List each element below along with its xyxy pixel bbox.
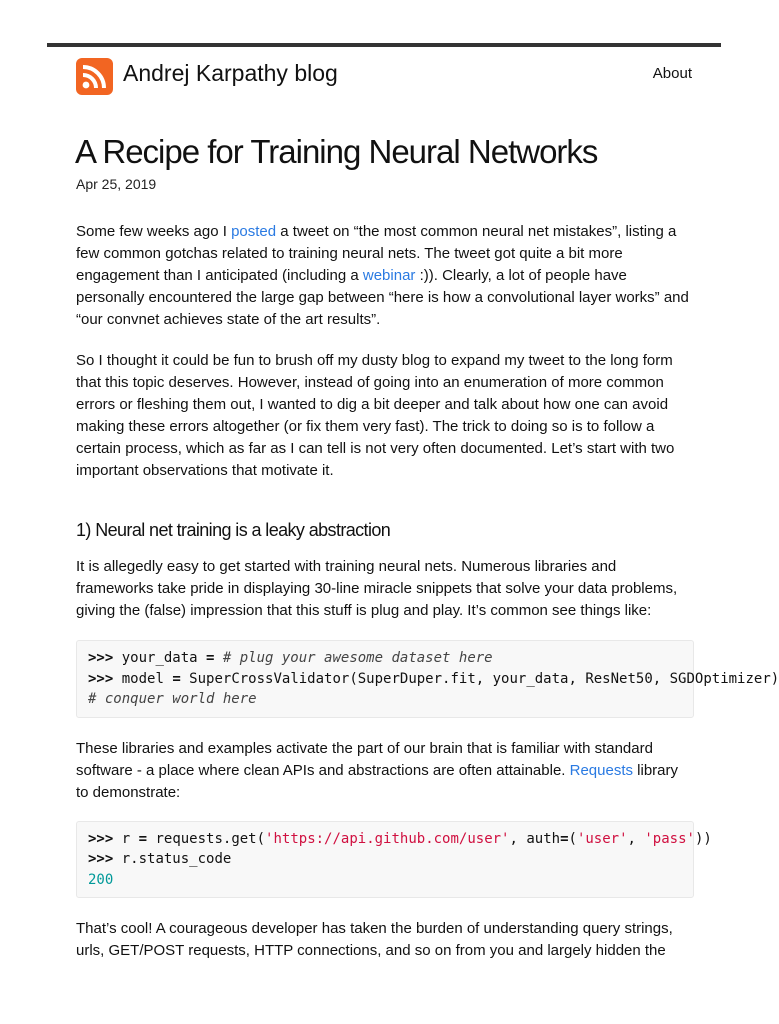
code-text: SuperCrossValidator(SuperDuper.fit, your_data, ResNet50, SGDOptimizer)	[180, 670, 779, 687]
site-title-link[interactable]: Andrej Karpathy blog	[123, 60, 338, 86]
code-prompt: >>>	[88, 670, 114, 687]
code-operator: =	[138, 830, 148, 847]
about-link[interactable]: About	[652, 65, 692, 82]
code-text: , auth	[509, 830, 561, 847]
post-date: Apr 25, 2019	[76, 176, 157, 192]
code-prompt: >>>	[88, 830, 114, 847]
webinar-link[interactable]: webinar	[362, 267, 416, 284]
code-text: ,	[627, 830, 645, 847]
code-text: ))	[694, 830, 712, 847]
code-string: 'user'	[576, 830, 628, 847]
code-prompt: >>>	[88, 851, 114, 867]
paragraph-text: library to demonstrate:	[76, 761, 679, 801]
posted-link[interactable]: posted	[231, 223, 277, 240]
code-block	[76, 821, 712, 899]
paragraph-text: Some few weeks ago I	[76, 223, 232, 240]
rss-icon[interactable]	[76, 58, 113, 95]
code-comment: # plug your awesome dataset here	[214, 650, 493, 666]
code-text: (	[568, 830, 577, 847]
code-text: requests.get(	[147, 830, 266, 847]
post-content	[76, 221, 779, 962]
code-text: r.status_code	[113, 851, 232, 867]
paragraph	[76, 221, 694, 331]
paragraph: That’s cool! A courageous developer has taken the burden of understanding query strings, urls, GET/POST requests, HTTP connections, and so on from you and largely hidden the	[76, 920, 673, 959]
section-heading: 1) Neural net training is a leaky abstraction	[76, 520, 391, 540]
code-string: 'pass'	[644, 830, 695, 847]
code-prompt: >>>	[88, 650, 114, 666]
paragraph-text: These libraries and examples activate the part of our brain that is familiar with standard software - a place where clean APIs and abstractions are often attainable.	[76, 739, 653, 779]
paragraph-text: :)). Clearly, a lot of people have personally encountered the large gap between “here is how a convolutional layer works” and “our convnet achieves state of the art results”.	[76, 267, 689, 328]
code-block	[76, 640, 779, 718]
paragraph: It is allegedly easy to get started with training neural nets. Numerous libraries and frameworks take pride in displaying 30-line miracle snippets that solve your data problems, giving the (false) impression that this stuff is plug and play. It’s common see things like:	[76, 558, 678, 619]
code-number: 200	[88, 871, 114, 888]
code-comment: # conquer world here	[88, 691, 257, 707]
paragraph-text: a tweet on “the most common neural net mistakes”, listing a few common gotchas related to training neural nets. The tweet got quite a bit more engagement than I anticipated (including a	[76, 223, 677, 284]
code-operator: =	[206, 650, 215, 666]
post-title: A Recipe for Training Neural Networks	[75, 133, 598, 170]
code-text: your_data	[113, 650, 207, 666]
paragraph	[76, 738, 694, 804]
paragraph: So I thought it could be fun to brush off my dusty blog to expand my tweet to the long form that this topic deserves. However, instead of going into an enumeration of more common errors or fleshing them out, I wanted to dig a bit deeper and talk about how one can avoid making these errors altogether (or fix them very fast). The trick to doing so is to follow a certain process, which as far as I can tell is not very often documented. Let’s start with two important observations that motivate it.	[76, 352, 675, 479]
top-border	[47, 43, 721, 47]
code-operator: =	[172, 670, 181, 687]
code-text: r	[113, 830, 139, 847]
requests-link[interactable]: Requests	[569, 761, 633, 779]
code-string: 'https://api.github.com/user'	[265, 830, 510, 847]
site-header	[76, 56, 692, 96]
code-operator: =	[560, 830, 569, 847]
code-text: model	[113, 670, 173, 687]
